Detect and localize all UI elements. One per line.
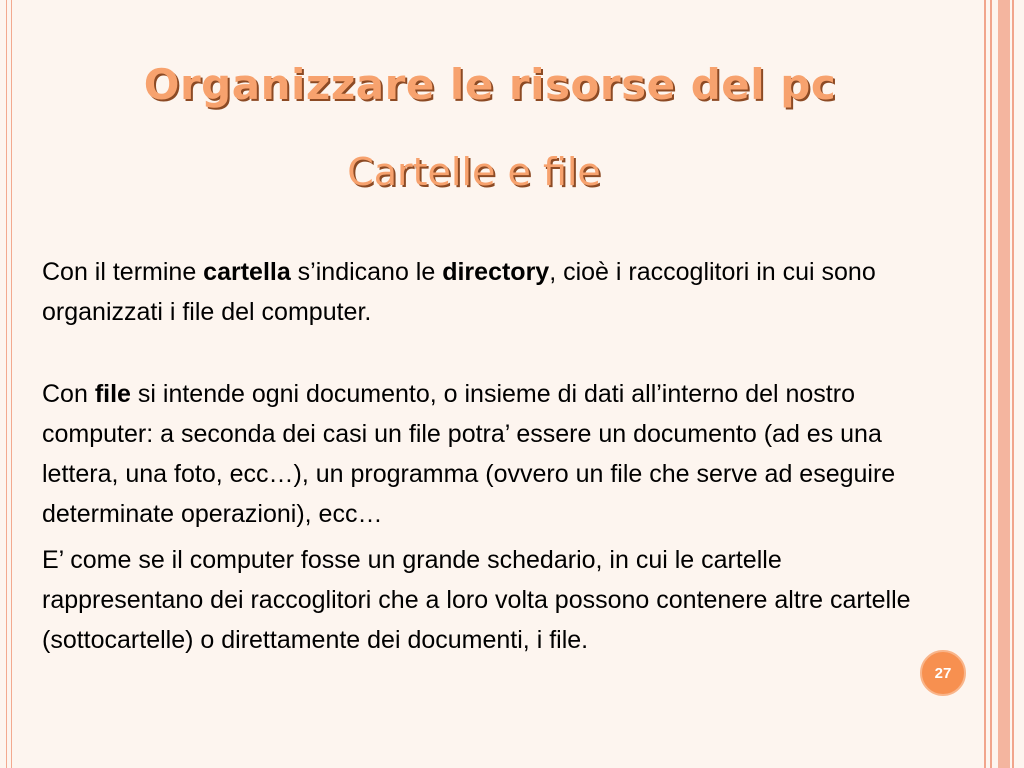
bold-term-file: file [94,380,131,408]
bold-term-cartella: cartella [203,258,291,286]
paragraph-file [42,374,942,534]
text-segment: s’indicano le [290,258,443,286]
slide-subtitle: Cartelle e file [347,150,601,194]
paragraph-schedario [42,540,942,660]
left-border-decoration [6,0,12,768]
text-segment: , cioè i raccoglitori in cui sono organizzati i file del computer. [42,258,876,326]
text-segment: si intende ogni documento, o insieme di dati all’interno del nostro computer: a seconda dei casi un file potra’ essere un documento (ad es una lettera, una foto, ecc…), un programma (ovvero un file che serve ad eseguire determinate operazioni), ecc… [42,380,896,528]
text-segment: Con il termine [42,258,204,286]
slide-body [42,252,942,660]
text-segment: Con [42,380,95,408]
slide-title: Organizzare le risorse del pc [143,60,837,109]
paragraph-cartella [42,252,942,332]
text-segment: E’ come se il computer fosse un grande schedario, in cui le cartelle rappresentano dei raccoglitori che a loro volta possono contenere altre cartelle (sottocartelle) o direttamente dei documenti, i file. [42,546,911,654]
bold-term-directory: directory [442,258,550,286]
right-border-decoration [976,0,1024,768]
page-number-badge: 27 [920,650,966,696]
